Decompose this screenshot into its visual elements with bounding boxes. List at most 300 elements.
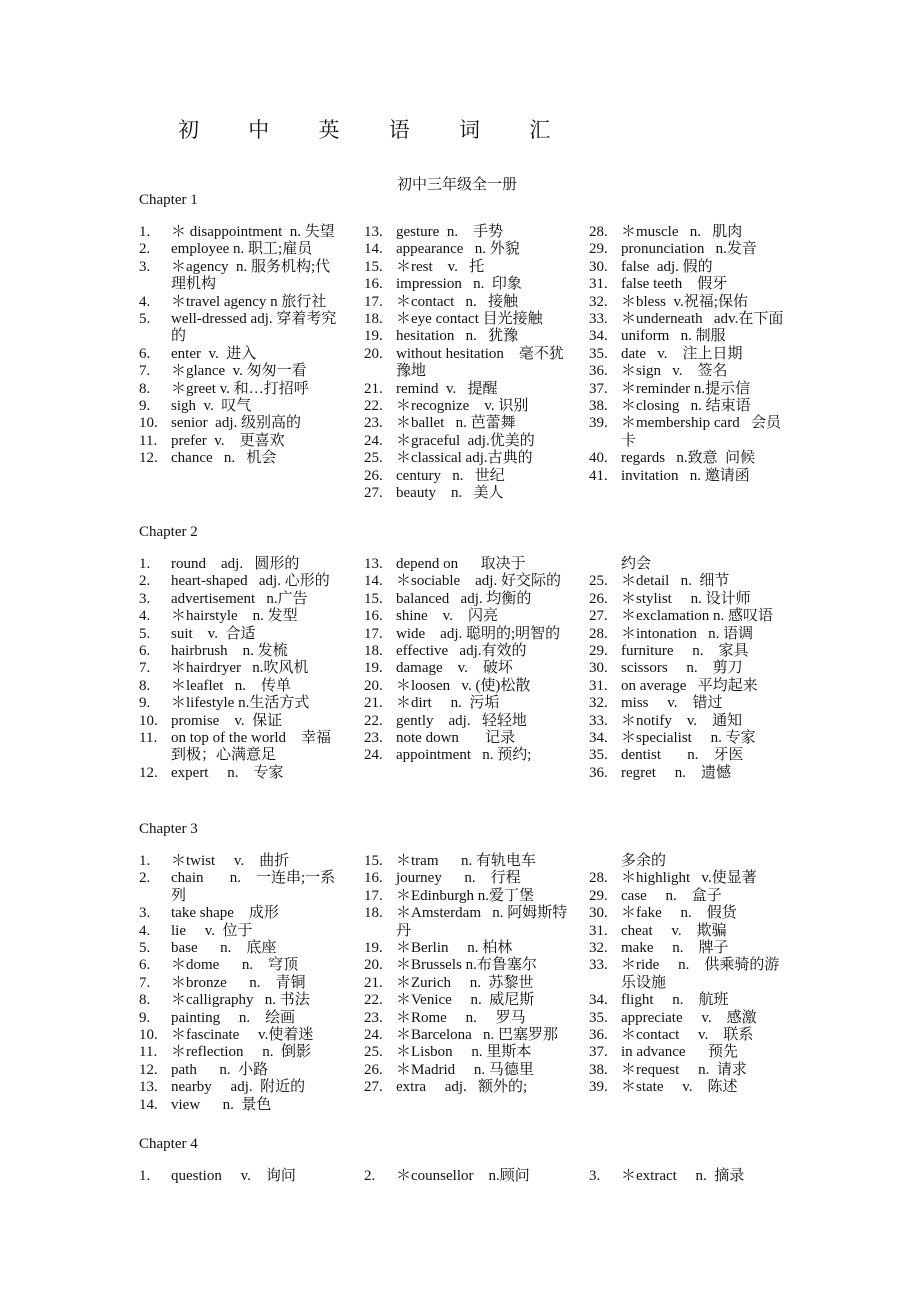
entry-number: 2. <box>139 870 151 887</box>
entry-text: impression n. 印象 <box>396 276 522 293</box>
vocab-entry <box>139 957 344 974</box>
entry-number: 1. <box>139 853 151 869</box>
entry-text: gesture n. 手势 <box>396 224 504 240</box>
entry-number: 29. <box>589 241 608 258</box>
entry-number: 22. <box>364 992 383 1009</box>
vocab-entry <box>589 888 794 905</box>
entry-text: ＊calligraphy n. 书法 <box>171 992 310 1009</box>
vocab-entry <box>139 556 344 573</box>
entry-number: 31. <box>589 922 608 939</box>
entry-number: 14. <box>139 1096 158 1113</box>
entry-number: 33. <box>589 957 608 974</box>
vocab-entry <box>364 485 569 502</box>
vocab-entry <box>139 415 344 432</box>
entry-number: 20. <box>364 677 383 694</box>
vocab-entry <box>589 730 794 747</box>
entry-number: 23. <box>364 1009 383 1026</box>
entry-number: 12. <box>139 1061 158 1078</box>
entry-number: 21. <box>364 974 383 991</box>
entry-text: ＊sociable adj. 好交际的 <box>396 573 561 590</box>
entry-number: 35. <box>589 747 608 764</box>
vocab-entry <box>139 363 344 380</box>
entry-text: hesitation n. 犹豫 <box>396 328 519 345</box>
entry-text: ＊muscle n. 肌肉 <box>621 224 743 240</box>
vocab-entry <box>364 695 569 712</box>
entry-text: appreciate v. 感激 <box>621 1009 757 1026</box>
vocab-entry <box>364 1044 569 1061</box>
entry-text: ＊specialist n. 专家 <box>621 730 756 747</box>
vocab-entry <box>589 259 794 276</box>
vocab-entry <box>364 888 569 905</box>
entry-text: path n. 小路 <box>171 1061 269 1078</box>
vocab-entry <box>589 695 794 712</box>
vocab-entry <box>589 363 794 380</box>
entry-number: 19. <box>364 940 383 957</box>
vocab-entry <box>589 870 794 887</box>
entry-text: advertisement n.广告 <box>171 590 308 607</box>
entry-text: ＊classical adj.古典的 <box>396 450 533 467</box>
vocab-entry <box>364 1079 569 1096</box>
entry-number: 13. <box>139 1079 158 1096</box>
entry-number: 21. <box>364 380 383 397</box>
vocab-entry <box>364 870 569 887</box>
entry-text: hairbrush n. 发梳 <box>171 643 288 660</box>
entry-number: 4. <box>139 608 151 625</box>
vocab-entry <box>139 765 344 782</box>
entry-text: extra adj. 额外的; <box>396 1079 528 1096</box>
entry-text: date v. 注上日期 <box>621 345 743 362</box>
vocab-entry <box>139 992 344 1009</box>
entry-text: ＊underneath adv.在下面 <box>621 311 784 328</box>
vocab-entry <box>139 241 344 258</box>
entry-number: 39. <box>589 1079 608 1096</box>
entry-text: ＊fake n. 假货 <box>621 905 737 922</box>
entry-number: 22. <box>364 398 383 415</box>
entry-text: invitation n. 邀请函 <box>621 467 750 484</box>
entry-text: view n. 景色 <box>171 1096 272 1113</box>
vocab-entry <box>139 643 344 660</box>
vocab-entry <box>589 713 794 730</box>
vocab-entry <box>589 747 794 764</box>
entry-number: 18. <box>364 643 383 660</box>
vocab-entry <box>589 573 794 590</box>
page-title: 初 中 英 语 词 汇 <box>178 118 573 142</box>
entry-text: ＊sign v. 签名 <box>621 363 728 380</box>
entry-text: journey n. 行程 <box>396 870 521 887</box>
entry-number: 29. <box>589 643 608 660</box>
vocab-entry <box>139 1097 344 1114</box>
entry-text: wide adj. 聪明的;明智的 <box>396 625 561 642</box>
vocab-entry <box>364 1027 569 1044</box>
entry-number: 14. <box>364 241 383 258</box>
entry-text: enter v. 进入 <box>171 345 257 362</box>
entry-number: 20. <box>364 345 383 362</box>
entry-number: 4. <box>139 293 151 310</box>
vocab-entry <box>364 992 569 1009</box>
entry-text: ＊eye contact 目光接触 <box>396 311 543 328</box>
vocab-entry <box>589 398 794 415</box>
entry-number: 34. <box>589 328 608 345</box>
vocab-entry <box>364 346 569 381</box>
vocab-entry <box>364 328 569 345</box>
entry-text: ＊contact v. 联系 <box>621 1027 754 1044</box>
entry-number: 11. <box>139 1044 158 1061</box>
page-subtitle: 初中三年级全一册 <box>397 177 518 193</box>
entry-text: gently adj. 轻轻地 <box>396 712 527 729</box>
chapter-title: Chapter 1 <box>139 192 198 208</box>
entry-number: 32. <box>589 293 608 310</box>
entry-number: 36. <box>589 363 608 380</box>
entry-text: ＊hairstyle n. 发型 <box>171 608 298 625</box>
word-column-2 <box>364 224 569 503</box>
entry-number: 7. <box>139 974 151 991</box>
vocab-entry <box>139 1168 344 1185</box>
entry-number: 10. <box>139 415 158 432</box>
vocab-entry <box>139 695 344 712</box>
entry-text: ＊bronze n. 青铜 <box>171 974 306 991</box>
entry-number: 25. <box>364 450 383 467</box>
entry-text: ＊tram n. 有轨电车 <box>396 853 536 869</box>
entry-number: 4. <box>139 922 151 939</box>
vocab-entry <box>139 713 344 730</box>
entry-number: 3. <box>589 1168 601 1184</box>
entry-number: 26. <box>364 467 383 484</box>
vocab-entry <box>364 450 569 467</box>
entry-text: century n. 世纪 <box>396 467 505 484</box>
entry-text: ＊notify v. 通知 <box>621 712 743 729</box>
entry-number: 17. <box>364 625 383 642</box>
entry-text: cheat v. 欺骗 <box>621 922 727 939</box>
entry-text: pronunciation n.发音 <box>621 241 757 258</box>
vocab-entry <box>589 626 794 643</box>
entry-text: ＊Barcelona n. 巴塞罗那 <box>396 1027 559 1044</box>
entry-text: nearby adj. 附近的 <box>171 1079 306 1096</box>
entry-text: ＊Brussels n.布鲁塞尔 <box>396 957 537 974</box>
entry-text: lie v. 位于 <box>171 922 253 939</box>
entry-number: 15. <box>364 258 383 275</box>
entry-text: ＊intonation n. 语调 <box>621 625 754 642</box>
entry-number: 27. <box>364 485 383 502</box>
vocab-entry <box>589 241 794 258</box>
entry-text: heart-shaped adj. 心形的 <box>171 573 330 590</box>
vocab-entry <box>364 975 569 992</box>
vocab-entry <box>589 1168 794 1185</box>
entry-number: 31. <box>589 677 608 694</box>
entry-number: 36. <box>589 1027 608 1044</box>
vocab-entry <box>364 433 569 450</box>
word-columns <box>139 224 784 544</box>
vocab-entry <box>589 608 794 625</box>
vocab-entry <box>139 730 344 765</box>
entry-text: ＊Rome n. 罗马 <box>396 1009 526 1026</box>
entry-number: 6. <box>139 345 151 362</box>
entry-number: 1. <box>139 1168 151 1184</box>
entry-number: 26. <box>364 1061 383 1078</box>
entry-number: 13. <box>364 224 383 240</box>
entry-text: ＊twist v. 曲折 <box>171 853 290 869</box>
vocab-entry <box>364 713 569 730</box>
entry-number: 16. <box>364 870 383 887</box>
vocab-entry <box>364 1168 569 1185</box>
entry-number: 12. <box>139 764 158 781</box>
vocab-entry <box>139 398 344 415</box>
entry-number: 36. <box>589 764 608 781</box>
entry-text: ＊state v. 陈述 <box>621 1079 738 1096</box>
entry-number: 6. <box>139 957 151 974</box>
entry-text: ＊greet v. 和…打招呼 <box>171 380 309 397</box>
vocab-entry <box>364 241 569 258</box>
entry-text: regards n.致意 问候 <box>621 450 756 467</box>
entry-text: furniture n. 家具 <box>621 643 749 660</box>
vocab-entry <box>364 626 569 643</box>
entry-number: 21. <box>364 695 383 712</box>
entry-number: 28. <box>589 625 608 642</box>
vocab-entry <box>139 1010 344 1027</box>
vocab-entry <box>364 1010 569 1027</box>
entry-number: 35. <box>589 345 608 362</box>
entry-number: 10. <box>139 712 158 729</box>
entry-number: 24. <box>364 432 383 449</box>
vocab-entry <box>139 608 344 625</box>
entry-text: ＊reminder n.提示信 <box>621 380 751 397</box>
continued-text: 多余的 <box>621 853 667 869</box>
entry-number: 40. <box>589 450 608 467</box>
entry-text: ＊lifestyle n.生活方式 <box>171 695 310 712</box>
entry-text: promise v. 保证 <box>171 712 283 729</box>
entry-number: 32. <box>589 695 608 712</box>
vocab-entry <box>139 660 344 677</box>
entry-text: ＊counsellor n.顾问 <box>396 1168 530 1184</box>
vocab-entry <box>139 923 344 940</box>
entry-text: ＊closing n. 结束语 <box>621 398 751 415</box>
entry-number: 8. <box>139 677 151 694</box>
vocab-entry <box>589 381 794 398</box>
entry-text: false teeth 假牙 <box>621 276 728 293</box>
word-column-3 <box>589 853 794 1097</box>
entry-number: 41. <box>589 467 608 484</box>
entry-number: 2. <box>139 241 151 258</box>
vocab-entry <box>139 294 344 311</box>
vocab-entry <box>139 1044 344 1061</box>
vocab-entry <box>139 573 344 590</box>
entry-text: ＊loosen v. (使)松散 <box>396 677 531 694</box>
entry-text: ＊Berlin n. 柏林 <box>396 940 513 957</box>
entry-number: 9. <box>139 695 151 712</box>
vocab-entry <box>589 294 794 311</box>
entry-number: 11. <box>139 432 158 449</box>
vocab-entry <box>589 276 794 293</box>
entry-number: 28. <box>589 870 608 887</box>
entry-text: effective adj.有效的 <box>396 643 527 660</box>
entry-text: base n. 底座 <box>171 940 277 957</box>
vocab-entry <box>364 276 569 293</box>
entry-text: appointment n. 预约; <box>396 747 532 764</box>
word-columns <box>139 853 780 1173</box>
entry-text: remind v. 提醒 <box>396 380 498 397</box>
vocab-entry <box>139 940 344 957</box>
vocab-entry <box>364 905 569 940</box>
entry-text: on top of the world 幸福到极；心满意足 <box>171 730 331 764</box>
entry-text: question v. 询问 <box>171 1168 296 1184</box>
entry-text: painting n. 绘画 <box>171 1009 296 1026</box>
vocab-entry <box>139 678 344 695</box>
entry-text: appearance n. 外貌 <box>396 241 520 258</box>
entry-text: chain n. 一连串;一系列 <box>171 870 336 904</box>
word-column-1 <box>139 556 344 782</box>
vocab-entry <box>364 398 569 415</box>
chapter-4-section <box>139 1134 745 1208</box>
vocab-entry <box>139 224 344 241</box>
entry-text: ＊fascinate v.使着迷 <box>171 1027 314 1044</box>
entry-number: 18. <box>364 905 383 922</box>
vocab-entry <box>139 381 344 398</box>
vocab-entry <box>364 1062 569 1079</box>
entry-number: 22. <box>364 712 383 729</box>
vocab-entry <box>364 747 569 764</box>
word-column-2 <box>364 1168 569 1185</box>
vocab-entry <box>364 311 569 328</box>
entry-text: ＊bless v.祝福;保佑 <box>621 293 748 310</box>
entry-number: 29. <box>589 887 608 904</box>
continued-text: 约会 <box>621 556 652 572</box>
chapter-3-section <box>139 819 780 1173</box>
entry-number: 23. <box>364 730 383 747</box>
entry-text: ＊contact n. 接触 <box>396 293 519 310</box>
entry-text: without hesitation 毫不犹豫地 <box>396 345 564 380</box>
word-column-1 <box>139 853 344 1114</box>
entry-number: 3. <box>139 905 151 922</box>
entry-number: 5. <box>139 940 151 957</box>
word-column-3 <box>589 224 794 485</box>
entry-text: beauty n. 美人 <box>396 485 504 502</box>
entry-number: 3. <box>139 590 151 607</box>
entry-number: 15. <box>364 590 383 607</box>
entry-number: 15. <box>364 853 383 869</box>
entry-text: ＊recognize v. 识别 <box>396 398 529 415</box>
entry-number: 37. <box>589 380 608 397</box>
vocab-entry <box>589 957 794 992</box>
vocab-entry <box>589 591 794 608</box>
vocab-entry <box>589 224 794 241</box>
entry-number: 37. <box>589 1044 608 1061</box>
entry-number: 33. <box>589 712 608 729</box>
word-column-2 <box>364 556 569 765</box>
entry-text: damage v. 破坏 <box>396 660 513 677</box>
entry-text: ＊Amsterdam n. 阿姆斯特丹 <box>396 905 568 939</box>
entry-text: ＊membership card 会员卡 <box>621 415 781 449</box>
entry-text: well-dressed adj. 穿着考究的 <box>171 311 337 345</box>
vocab-entry <box>364 591 569 608</box>
vocab-entry <box>364 643 569 660</box>
entry-number: 35. <box>589 1009 608 1026</box>
entry-number: 30. <box>589 905 608 922</box>
entry-number: 12. <box>139 450 158 467</box>
entry-number: 18. <box>364 311 383 328</box>
entry-number: 6. <box>139 643 151 660</box>
entry-text: round adj. 圆形的 <box>171 556 300 572</box>
entry-text: uniform n. 制服 <box>621 328 726 345</box>
entry-text: ＊agency n. 服务机构;代理机构 <box>171 258 331 293</box>
entry-text: ＊Edinburgh n.爱丁堡 <box>396 887 535 904</box>
entry-text: employee n. 职工;雇员 <box>171 241 313 258</box>
vocab-entry <box>589 643 794 660</box>
entry-number: 2. <box>364 1168 376 1184</box>
entry-text: ＊graceful adj.优美的 <box>396 432 535 449</box>
vocab-entry <box>589 1010 794 1027</box>
vocab-entry <box>589 992 794 1009</box>
entry-text: miss v. 错过 <box>621 695 723 712</box>
entry-number: 3. <box>139 258 151 275</box>
entry-text: ＊reflection n. 倒影 <box>171 1044 311 1061</box>
vocab-entry <box>364 556 569 573</box>
entry-number: 7. <box>139 363 151 380</box>
entry-number: 8. <box>139 380 151 397</box>
entry-number: 8. <box>139 992 151 1009</box>
chapter-1-section <box>139 190 784 544</box>
entry-text: regret n. 遗憾 <box>621 764 731 781</box>
entry-text: ＊extract n. 摘录 <box>621 1168 745 1184</box>
entry-number: 16. <box>364 276 383 293</box>
vocab-entry <box>364 678 569 695</box>
entry-text: ＊rest v. 托 <box>396 258 485 275</box>
vocab-entry <box>139 311 344 346</box>
entry-text: ＊glance v. 匆匆一看 <box>171 363 307 380</box>
entry-number: 17. <box>364 887 383 904</box>
vocab-entry <box>589 450 794 467</box>
entry-text: ＊request n. 请求 <box>621 1061 747 1078</box>
entry-text: flight n. 航班 <box>621 992 729 1009</box>
vocab-entry <box>589 1027 794 1044</box>
entry-number: 10. <box>139 1027 158 1044</box>
entry-text: ＊ride n. 供乘骑的游乐设施 <box>621 957 780 991</box>
entry-number: 25. <box>364 1044 383 1061</box>
entry-text: ＊hairdryer n.吹风机 <box>171 660 309 677</box>
entry-number: 5. <box>139 625 151 642</box>
entry-number: 38. <box>589 398 608 415</box>
vocab-entry <box>139 626 344 643</box>
entry-text: in advance 预先 <box>621 1044 739 1061</box>
vocab-entry <box>364 573 569 590</box>
vocab-entry <box>139 870 344 905</box>
entry-number: 7. <box>139 660 151 677</box>
vocab-entry <box>139 259 344 294</box>
word-column-2 <box>364 853 569 1097</box>
entry-text: ＊Madrid n. 马德里 <box>396 1061 534 1078</box>
vocab-entry <box>139 853 344 870</box>
entry-text: scissors n. 剪刀 <box>621 660 743 677</box>
vocab-entry <box>589 311 794 328</box>
vocab-entry <box>139 591 344 608</box>
entry-text: ＊ disappointment n. 失望 <box>171 224 335 240</box>
vocab-entry <box>364 608 569 625</box>
entry-number: 13. <box>364 556 383 572</box>
vocab-entry <box>589 468 794 485</box>
entry-number: 24. <box>364 1027 383 1044</box>
entry-text: ＊Lisbon n. 里斯本 <box>396 1044 532 1061</box>
entry-text: shine v. 闪亮 <box>396 608 498 625</box>
entry-text: ＊Venice n. 威尼斯 <box>396 992 535 1009</box>
chapter-title: Chapter 3 <box>139 821 198 837</box>
vocab-entry <box>364 224 569 241</box>
entry-number: 39. <box>589 415 608 432</box>
vocab-entry <box>364 294 569 311</box>
entry-text: on average 平均起来 <box>621 677 758 694</box>
vocab-entry <box>364 660 569 677</box>
vocab-entry <box>589 765 794 782</box>
vocab-entry <box>139 346 344 363</box>
entry-text: make n. 牌子 <box>621 940 729 957</box>
vocab-entry <box>364 468 569 485</box>
